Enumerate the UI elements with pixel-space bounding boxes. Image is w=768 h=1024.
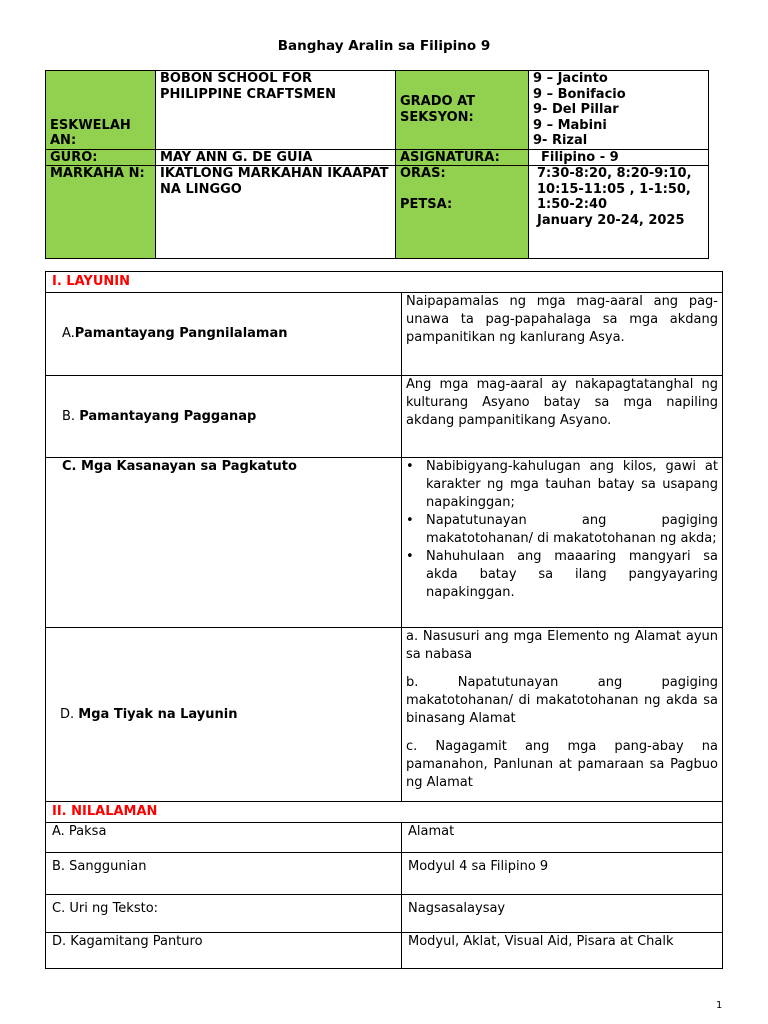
section-item: 9- Del Pillar	[533, 102, 619, 117]
competencies-list	[402, 458, 723, 628]
grade-label: GRADO AT SEKSYON:	[396, 71, 529, 150]
quarter-value: IKATLONG MARKAHAN IKAAPAT NA LINGGO	[156, 166, 396, 259]
lesson-plan-table	[45, 271, 723, 969]
time-date-values	[529, 166, 709, 259]
school-label: ESKWELAH AN:	[46, 71, 156, 150]
list-item: b. Napatutunayan ang pagiging makatotohanan/ di makatotohanan ng akda sa binasang Alamat	[406, 675, 718, 726]
section-item: 9 – Jacinto	[533, 71, 608, 86]
specific-objectives-label: D. Mga Tiyak na Layunin	[46, 628, 402, 802]
layunin-heading: I. LAYUNIN	[46, 272, 723, 293]
section-list	[529, 71, 709, 150]
quarter-label: MARKAHA N:	[46, 166, 156, 259]
date-label: PETSA:	[400, 196, 453, 212]
list-item: • Nahuhulaan ang maaaring mangyari sa akda batay sa ilang pangyayaring napakinggan.	[426, 548, 718, 602]
reference-value: Modyul 4 sa Filipino 9	[402, 853, 723, 895]
time-value: 7:30-8:20, 8:20-9:10, 10:15-11:05 , 1-1:50, 1:50-2:40	[537, 166, 692, 212]
text-type-label: C. Uri ng Teksto:	[46, 895, 402, 933]
school-value: BOBON SCHOOL FOR PHILIPPINE CRAFTSMEN	[156, 71, 396, 150]
page-number: 1	[716, 1000, 723, 1011]
subject-label: ASIGNATURA:	[396, 149, 529, 166]
competencies-label: C. Mga Kasanayan sa Pagkatuto	[46, 458, 402, 628]
reference-label: B. Sanggunian	[46, 853, 402, 895]
materials-label: D. Kagamitang Panturo	[46, 933, 402, 969]
section-item: 9 – Mabini	[533, 117, 607, 133]
list-item: • Napatutunayan ang pagiging makatotohanan/ di makatotohanan ng akda;	[426, 512, 718, 548]
list-item: c. Nagagamit ang mga pang-abay na pamanahon, Panlunan at pamaraan sa Pagbuo ng Alamat	[406, 739, 718, 790]
performance-standard-label: B. Pamantayang Pagganap	[46, 376, 402, 458]
teacher-value: MAY ANN G. DE GUIA	[156, 149, 396, 166]
content-standard-label: A.Pamantayang Pangnilalaman	[46, 293, 402, 376]
subject-value: Filipino - 9	[529, 149, 709, 166]
header-table	[45, 70, 709, 259]
time-label: ORAS:	[400, 166, 446, 181]
materials-value: Modyul, Aklat, Visual Aid, Pisara at Chalk	[402, 933, 723, 969]
list-item: • Nabibigyang-kahulugan ang kilos, gawi at karakter ng mga tauhan batay sa usapang napakinggan;	[426, 458, 718, 512]
section-item: 9- Rizal	[533, 133, 588, 148]
performance-standard-text: Ang mga mag-aaral ay nakapagtatanghal ng kulturang Asyano batay sa mga napiling akdang pampanitikang Asyano.	[402, 376, 723, 458]
topic-label: A. Paksa	[46, 823, 402, 853]
text-type-value: Nagsasalaysay	[402, 895, 723, 933]
list-item: a. Nasusuri ang mga Elemento ng Alamat ayun sa nabasa	[406, 629, 718, 662]
document-title: Banghay Aralin sa Filipino 9	[277, 38, 491, 54]
specific-objectives-list	[402, 628, 723, 802]
content-standard-text: Naipapamalas ng mga mag-aaral ang pag-unawa ta pag-papahalaga sa mga akdang pampanitikan ng kanlurang Asya.	[402, 293, 723, 376]
time-date-labels	[396, 166, 529, 259]
section-item: 9 – Bonifacio	[533, 86, 626, 102]
teacher-label: GURO:	[46, 149, 156, 166]
topic-value: Alamat	[402, 823, 723, 853]
nilalaman-heading: II. NILALAMAN	[46, 802, 723, 823]
date-value: January 20-24, 2025	[537, 212, 685, 228]
